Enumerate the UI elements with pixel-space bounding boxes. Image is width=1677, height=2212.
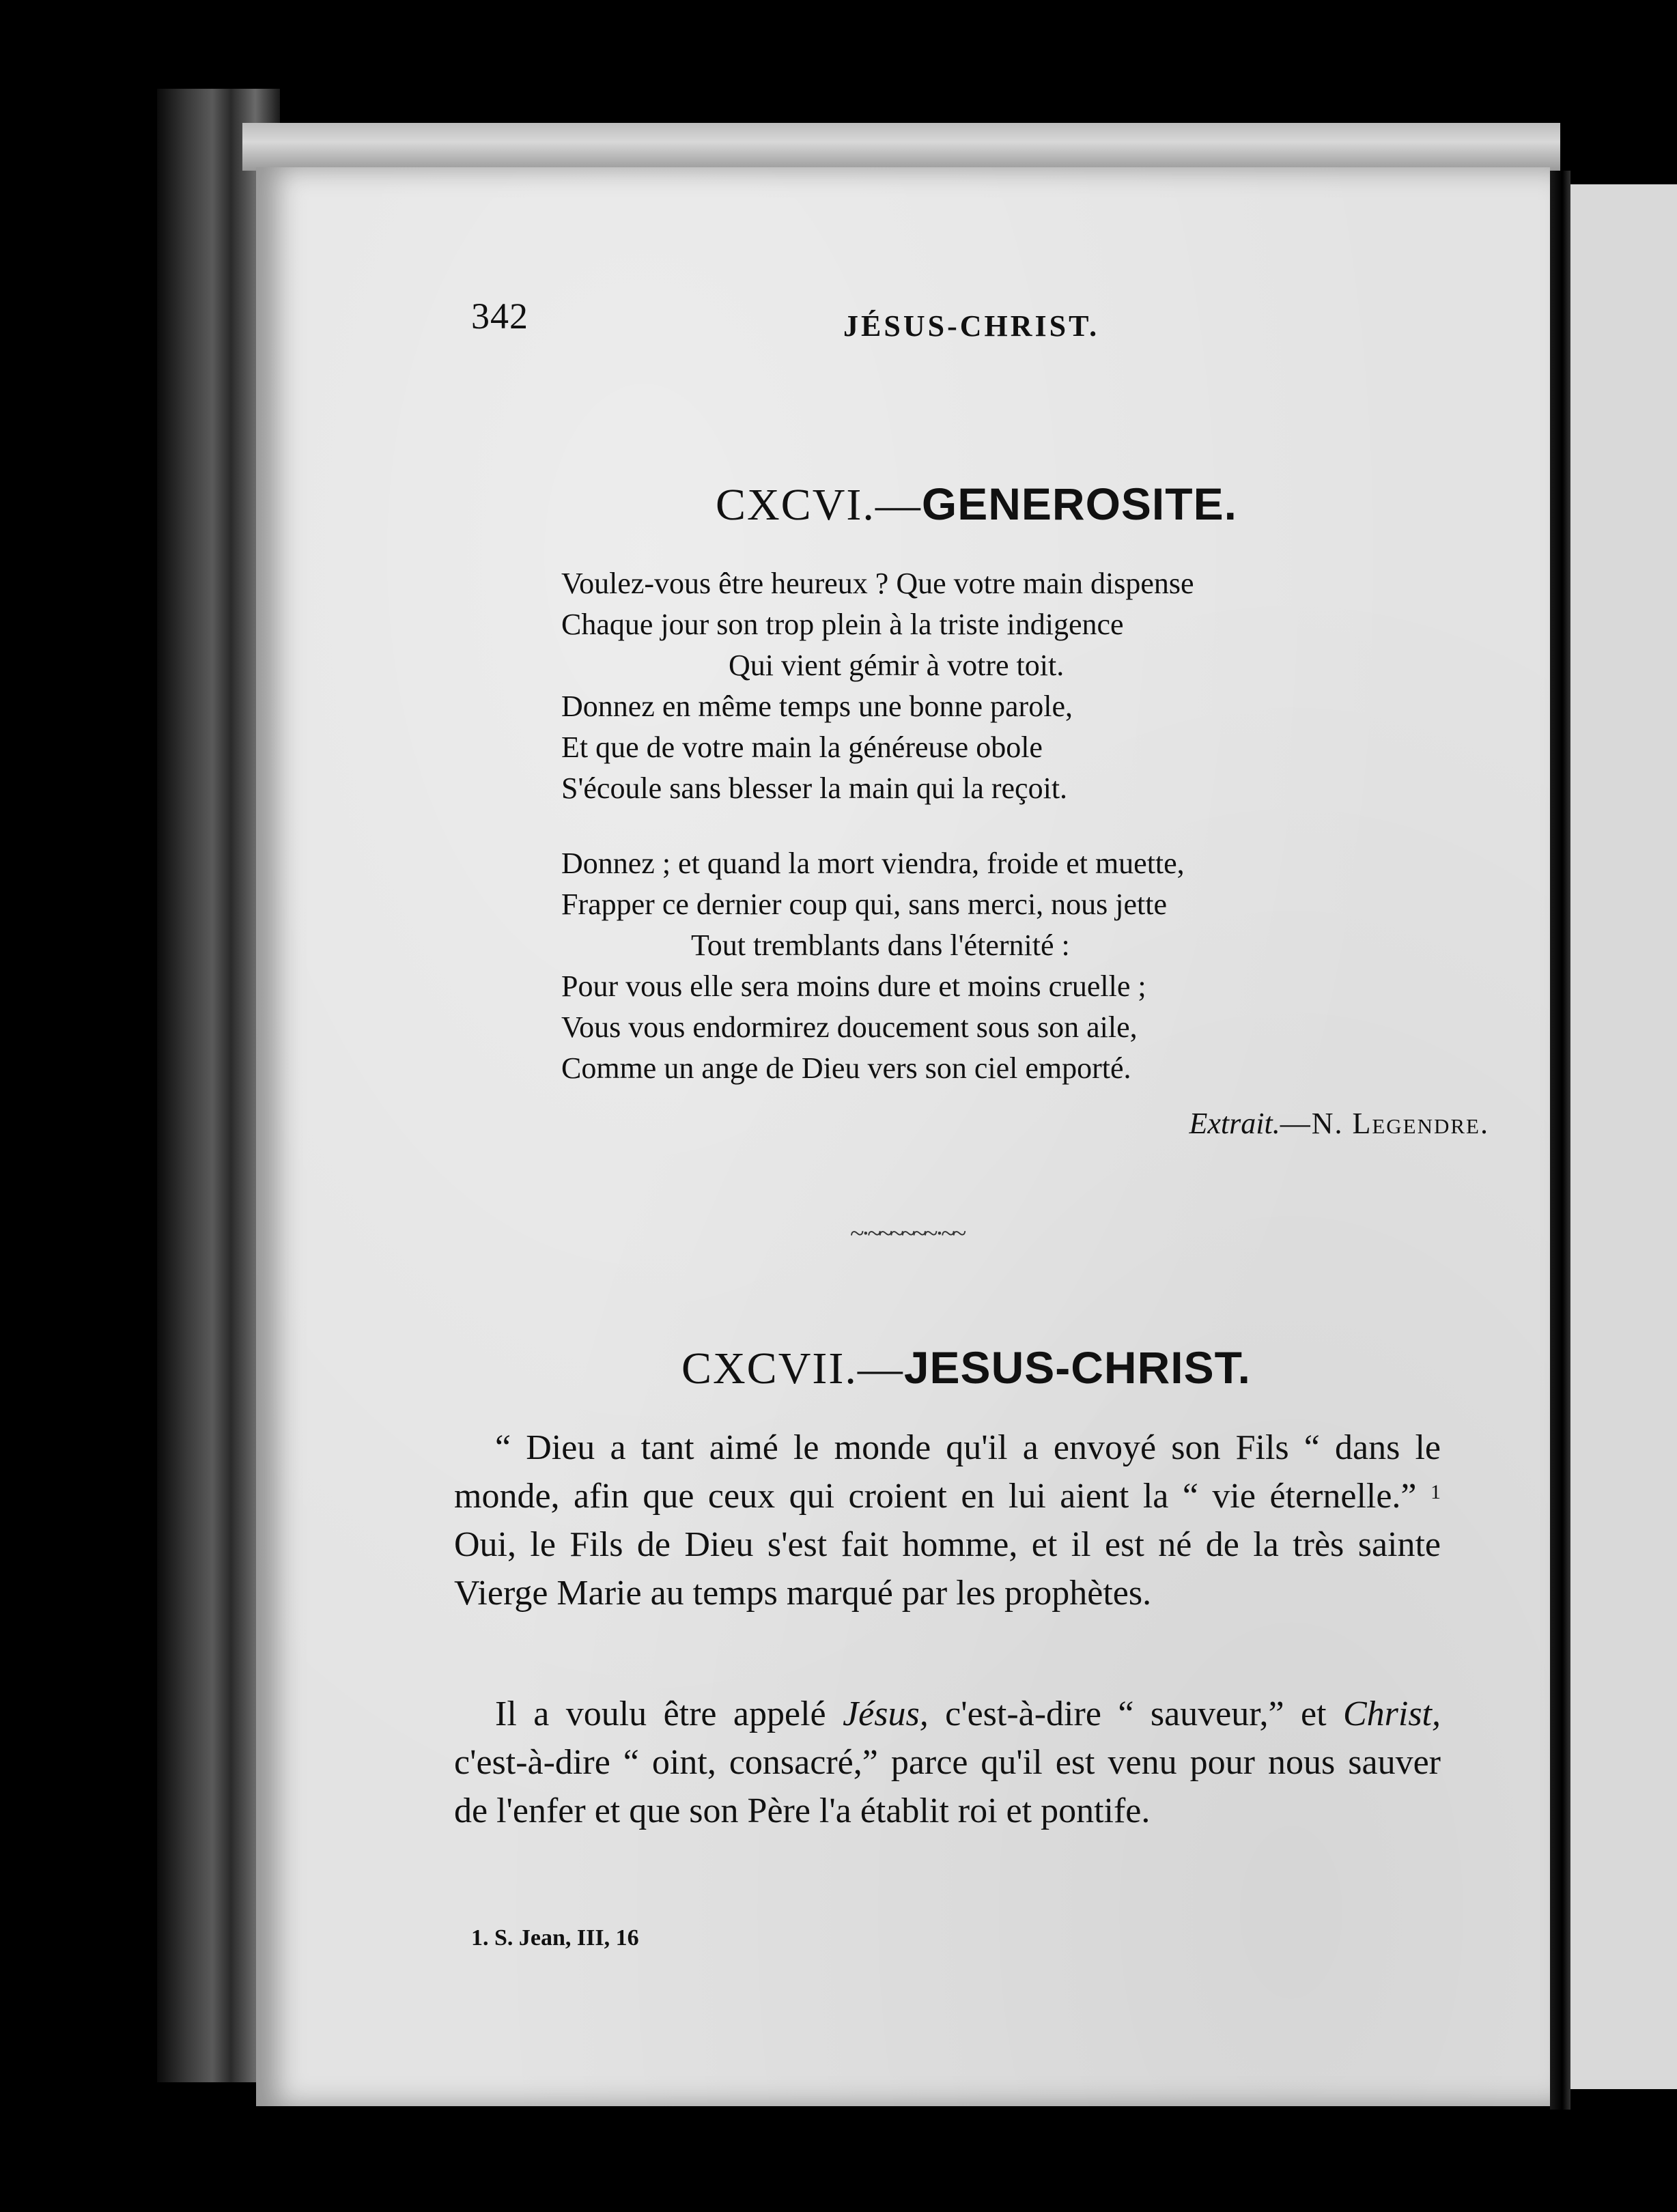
paragraph-text: c'est-à-dire “ sauveur,” et xyxy=(928,1695,1343,1733)
poem-line: Qui vient gémir à votre toit. xyxy=(729,649,1065,682)
poem-line: Vous vous endormirez doucement sous son aile, xyxy=(561,1010,1138,1044)
section-heading: GENEROSITE. xyxy=(921,479,1237,529)
section-title-generosite xyxy=(716,478,1237,531)
section-number: CXCVI.— xyxy=(716,480,922,530)
poem-line: S'écoule sans blesser la main qui la reçoit. xyxy=(561,771,1068,805)
poem-stanza-2 xyxy=(561,843,1185,1089)
poem-line: Et que de votre main la généreuse obole xyxy=(561,731,1043,764)
page-number: 342 xyxy=(471,296,529,337)
paragraph-text: “ Dieu a tant aimé le monde qu'il a envoyé son Fils “ dans le monde, afin que ceux qui croient en lui aient la “ vie éternelle.” xyxy=(454,1428,1441,1516)
section-title-jesus-christ xyxy=(681,1342,1251,1395)
book-gutter xyxy=(1550,171,1570,2110)
italic-term-jesus: Jésus, xyxy=(843,1695,929,1733)
footnote-marker: 1 xyxy=(1431,1481,1441,1503)
italic-term-christ: Christ, xyxy=(1342,1695,1441,1733)
footnote: 1. S. Jean, III, 16 xyxy=(471,1925,639,1951)
poem-line: Pour vous elle sera moins dure et moins cruelle ; xyxy=(561,969,1146,1003)
facing-page-edge xyxy=(1570,184,1677,2089)
poem-line: Comme un ange de Dieu vers son ciel emporté. xyxy=(561,1051,1131,1085)
running-head: JÉSUS-CHRIST. xyxy=(843,309,1100,343)
poem-attribution xyxy=(1189,1106,1489,1141)
section-heading: JESUS-CHRIST. xyxy=(903,1342,1251,1393)
paragraph-2 xyxy=(454,1690,1441,1835)
attribution-source: Extrait. xyxy=(1189,1107,1280,1140)
poem-line: Chaque jour son trop plein à la triste indigence xyxy=(561,608,1124,641)
book-top-edge xyxy=(242,123,1560,171)
attribution-author: —N. Legendre. xyxy=(1280,1107,1489,1140)
paragraph-1 xyxy=(454,1423,1441,1617)
poem-line: Frapper ce dernier coup qui, sans merci, nous jette xyxy=(561,888,1168,921)
paragraph-text: c'est-à-dire “ oint, consacré,” parce qu'il est venu pour nous sauver de l'enfer et que son Père l'a établit roi et pontife. xyxy=(454,1743,1441,1830)
poem-line: Voulez-vous être heureux ? Que votre main dispense xyxy=(561,567,1194,600)
poem-line: Tout tremblants dans l'éternité : xyxy=(691,928,1070,962)
paragraph-text: Il a voulu être appelé xyxy=(495,1695,843,1733)
scan-border xyxy=(0,2110,1677,2212)
poem-line: Donnez en même temps une bonne parole, xyxy=(561,690,1073,723)
section-number: CXCVII.— xyxy=(681,1344,904,1393)
paragraph-text: Oui, le Fils de Dieu s'est fait homme, et il est né de la très sainte Vierge Marie au temps marqué par les prophètes. xyxy=(454,1525,1441,1613)
poem-line: Donnez ; et quand la mort viendra, froide et muette, xyxy=(561,847,1185,880)
poem-stanza-1 xyxy=(561,563,1194,809)
section-divider-ornament: ~·~~~~~~·~~ xyxy=(850,1219,964,1248)
